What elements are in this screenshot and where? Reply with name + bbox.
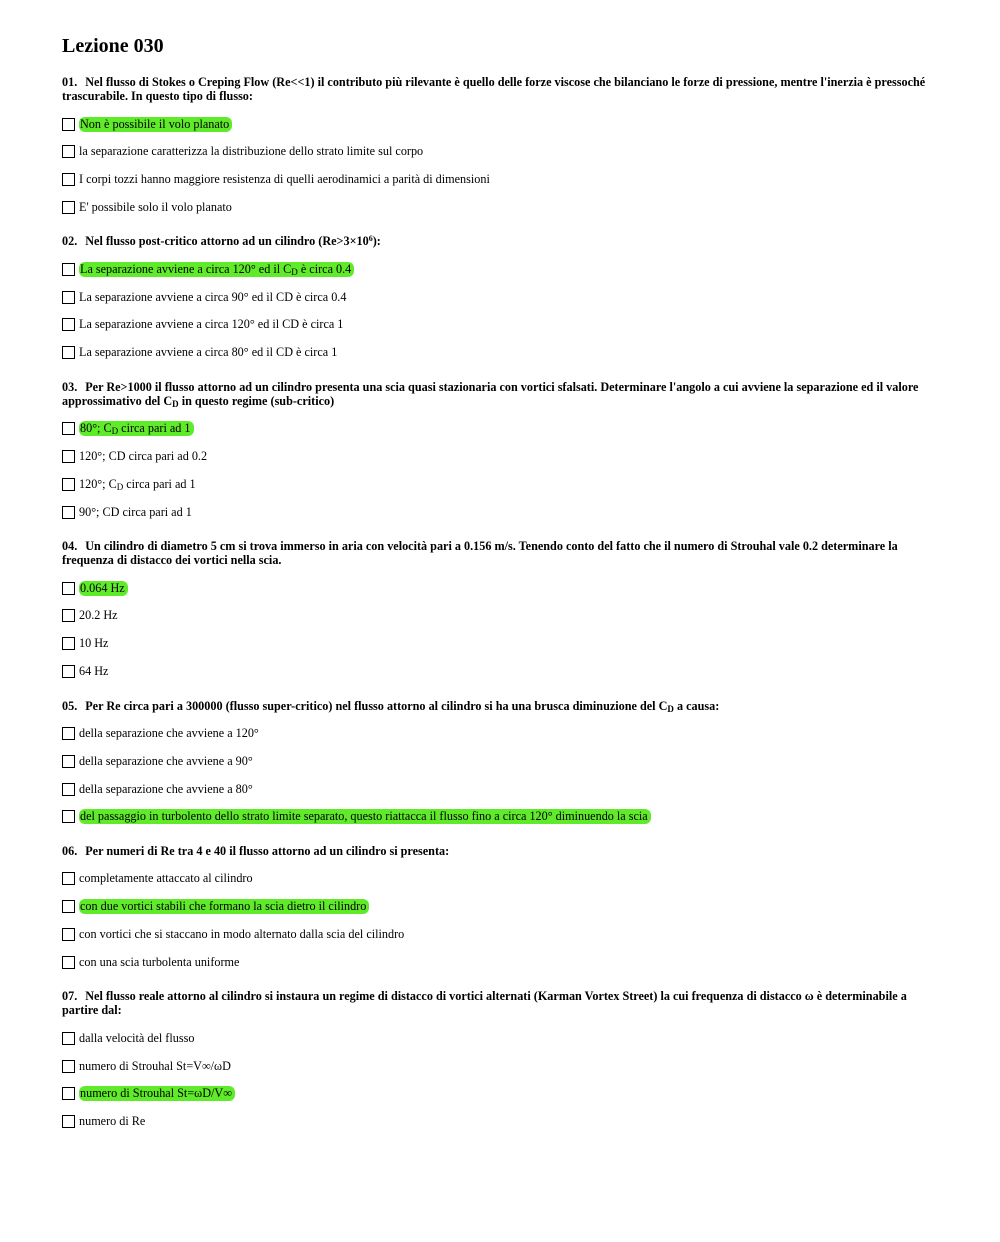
subscript: D	[291, 266, 298, 277]
question	[62, 699, 942, 825]
answer-checkbox[interactable]	[62, 263, 75, 276]
answer-option[interactable]	[62, 1114, 942, 1130]
question-text	[62, 844, 942, 858]
answer-checkbox[interactable]	[62, 783, 75, 796]
question-number: 05.	[62, 698, 78, 713]
answer-checkbox[interactable]	[62, 291, 75, 304]
answer-option[interactable]	[62, 927, 942, 943]
question-body: Per numeri di Re tra 4 e 40 il flusso attorno ad un cilindro si presenta:	[85, 843, 450, 858]
question-number: 02.	[62, 234, 78, 249]
answer-checkbox[interactable]	[62, 1060, 75, 1073]
answer-option[interactable]	[62, 608, 942, 624]
answer-option[interactable]	[62, 144, 942, 160]
question-number: 04.	[62, 539, 78, 554]
answer-option[interactable]	[62, 726, 942, 742]
answer-text: della separazione che avviene a 80°	[79, 781, 253, 796]
answer-text: 20.2 Hz	[79, 608, 118, 623]
answer-text: 64 Hz	[79, 664, 109, 679]
answer-checkbox[interactable]	[62, 956, 75, 969]
highlighted-answer-text	[79, 262, 354, 277]
answer-text: con vortici che si staccano in modo alternato dalla scia del cilindro	[79, 927, 405, 942]
answer-option[interactable]	[62, 199, 942, 215]
answer-option[interactable]	[62, 449, 942, 465]
answer-checkbox[interactable]	[62, 506, 75, 519]
question-number: 07.	[62, 989, 78, 1004]
highlighted-answer-text	[79, 421, 194, 436]
answer-text: la separazione caratterizza la distribuzione dello strato limite sul corpo	[79, 144, 424, 159]
answer-checkbox[interactable]	[62, 1032, 75, 1045]
answer-checkbox[interactable]	[62, 346, 75, 359]
answer-checkbox[interactable]	[62, 872, 75, 885]
question-text	[62, 699, 942, 713]
answer-text-part: circa pari ad 1	[118, 421, 191, 436]
question-text	[62, 234, 942, 248]
answer-option[interactable]	[62, 1058, 942, 1074]
question-number: 06.	[62, 843, 78, 858]
answer-option[interactable]	[62, 504, 942, 520]
answer-text-part: circa pari ad 1	[123, 476, 196, 491]
answer-option[interactable]	[62, 580, 942, 596]
question	[62, 234, 942, 360]
answer-checkbox[interactable]	[62, 318, 75, 331]
question	[62, 844, 942, 970]
answer-checkbox[interactable]	[62, 727, 75, 740]
question-body: Nel flusso post-critico attorno ad un cilindro (Re>3×10	[85, 234, 369, 249]
answer-option[interactable]	[62, 172, 942, 188]
question-text	[62, 75, 942, 103]
answer-text-part: 120°; C	[79, 476, 117, 491]
answer-checkbox[interactable]	[62, 637, 75, 650]
answer-option[interactable]	[62, 345, 942, 361]
question	[62, 539, 942, 679]
question	[62, 380, 942, 520]
answer-checkbox[interactable]	[62, 928, 75, 941]
answer-text: numero di Strouhal St=V∞/ωD	[79, 1058, 231, 1073]
question-body: Nel flusso reale attorno al cilindro si instaura un regime di distacco di vortici alternati (Karman Vortex Street) la cui frequenza di distacco ω è determinabile a partire dal:	[62, 989, 907, 1018]
question-list	[62, 75, 942, 1130]
answer-checkbox[interactable]	[62, 478, 75, 491]
subscript: D	[111, 426, 119, 437]
answer-text: I corpi tozzi hanno maggiore resistenza di quelli aerodinamici a parità di dimensioni	[79, 172, 490, 187]
highlighted-answer-text: 0.064 Hz	[79, 581, 128, 596]
highlighted-answer-text: del passaggio in turbolento dello strato limite separato, questo riattacca il flusso fino a circa 120° diminuendo la scia	[79, 809, 651, 824]
question	[62, 75, 942, 215]
question	[62, 989, 942, 1129]
question-body: Per Re circa pari a 300000 (flusso super-critico) nel flusso attorno al cilindro si ha una brusca diminuzione del C	[85, 698, 668, 713]
answer-checkbox[interactable]	[62, 422, 75, 435]
answer-text: La separazione avviene a circa 90° ed il CD è circa 0.4	[79, 289, 347, 304]
answer-text: con una scia turbolenta uniforme	[79, 954, 240, 969]
answer-text: 10 Hz	[79, 636, 109, 651]
answer-text: dalla velocità del flusso	[79, 1030, 195, 1045]
question-body: Nel flusso di Stokes o Creping Flow (Re<<1) il contributo più rilevante è quello delle forze viscose che bilanciano le forze di pressione, mentre l'inerzia è pressoché trascurabile. In questo tipo di flusso:	[62, 75, 926, 103]
answer-option[interactable]	[62, 421, 942, 437]
question-number: 03.	[62, 379, 78, 394]
answer-option[interactable]	[62, 781, 942, 797]
answer-option[interactable]	[62, 809, 942, 825]
question-text	[62, 380, 942, 408]
answer-option[interactable]	[62, 317, 942, 333]
answer-option[interactable]	[62, 753, 942, 769]
answer-checkbox[interactable]	[62, 665, 75, 678]
highlighted-answer-text: Non è possibile il volo planato	[79, 117, 232, 132]
answer-option[interactable]	[62, 289, 942, 305]
answer-text: 90°; CD circa pari ad 1	[79, 504, 192, 519]
answer-text: della separazione che avviene a 90°	[79, 753, 253, 768]
question-text	[62, 989, 942, 1017]
answer-option[interactable]	[62, 116, 942, 132]
answer-option[interactable]	[62, 899, 942, 915]
answer-checkbox[interactable]	[62, 145, 75, 158]
answer-text: numero di Re	[79, 1114, 146, 1129]
answer-option[interactable]	[62, 476, 942, 492]
question-number: 01.	[62, 75, 78, 89]
question-body: ):	[372, 234, 381, 249]
answer-text: 120°; CD circa pari ad 0.2	[79, 449, 208, 464]
answer-option[interactable]	[62, 664, 942, 680]
question-body: a causa:	[673, 698, 720, 713]
answer-checkbox[interactable]	[62, 755, 75, 768]
answer-text-part: La separazione avviene a circa 120° ed il C	[80, 261, 292, 276]
highlighted-answer-text: con due vortici stabili che formano la scia dietro il cilindro	[79, 899, 369, 914]
answer-option[interactable]	[62, 871, 942, 887]
answer-checkbox[interactable]	[62, 810, 75, 823]
subscript: D	[172, 398, 179, 409]
question-text	[62, 539, 942, 567]
question-body: Per Re>1000 il flusso attorno ad un cilindro presenta una scia quasi stazionaria con vortici sfalsati. Determinare l'angolo a cui avviene la separazione ed il valore approssimativo del C	[62, 379, 919, 408]
highlighted-answer-text: numero di Strouhal St=ωD/V∞	[79, 1086, 235, 1101]
answer-text: La separazione avviene a circa 120° ed il CD è circa 1	[79, 317, 344, 332]
answer-checkbox[interactable]	[62, 582, 75, 595]
answer-checkbox[interactable]	[62, 609, 75, 622]
exam-page	[62, 33, 942, 1149]
answer-option[interactable]	[62, 954, 942, 970]
question-body: in questo regime (sub-critico)	[178, 393, 335, 408]
question-body: Un cilindro di diametro 5 cm si trova immerso in aria con velocità pari a 0.156 m/s. Tenendo conto del fatto che il numero di Strouhal vale 0.2 determinare la frequenza di distacco dei vortici nella scia.	[62, 539, 898, 568]
superscript: 6	[368, 234, 373, 244]
answer-option[interactable]	[62, 1030, 942, 1046]
answer-text-part: 80°; C	[80, 421, 112, 436]
answer-checkbox[interactable]	[62, 173, 75, 186]
answer-text: completamente attaccato al cilindro	[79, 871, 253, 886]
subscript: D	[667, 703, 674, 714]
answer-option[interactable]	[62, 261, 942, 277]
answer-text: E' possibile solo il volo planato	[79, 199, 232, 214]
answer-option[interactable]	[62, 1086, 942, 1102]
answer-text-part: è circa 0.4	[297, 261, 352, 276]
answer-checkbox[interactable]	[62, 1115, 75, 1128]
answer-checkbox[interactable]	[62, 118, 75, 131]
answer-checkbox[interactable]	[62, 450, 75, 463]
answer-text	[79, 477, 198, 492]
answer-checkbox[interactable]	[62, 201, 75, 214]
page-title: Lezione 030	[62, 35, 164, 57]
answer-checkbox[interactable]	[62, 1087, 75, 1100]
answer-checkbox[interactable]	[62, 900, 75, 913]
subscript: D	[116, 481, 124, 492]
answer-text: della separazione che avviene a 120°	[79, 726, 259, 741]
answer-text: La separazione avviene a circa 80° ed il CD è circa 1	[79, 345, 338, 360]
answer-option[interactable]	[62, 636, 942, 652]
